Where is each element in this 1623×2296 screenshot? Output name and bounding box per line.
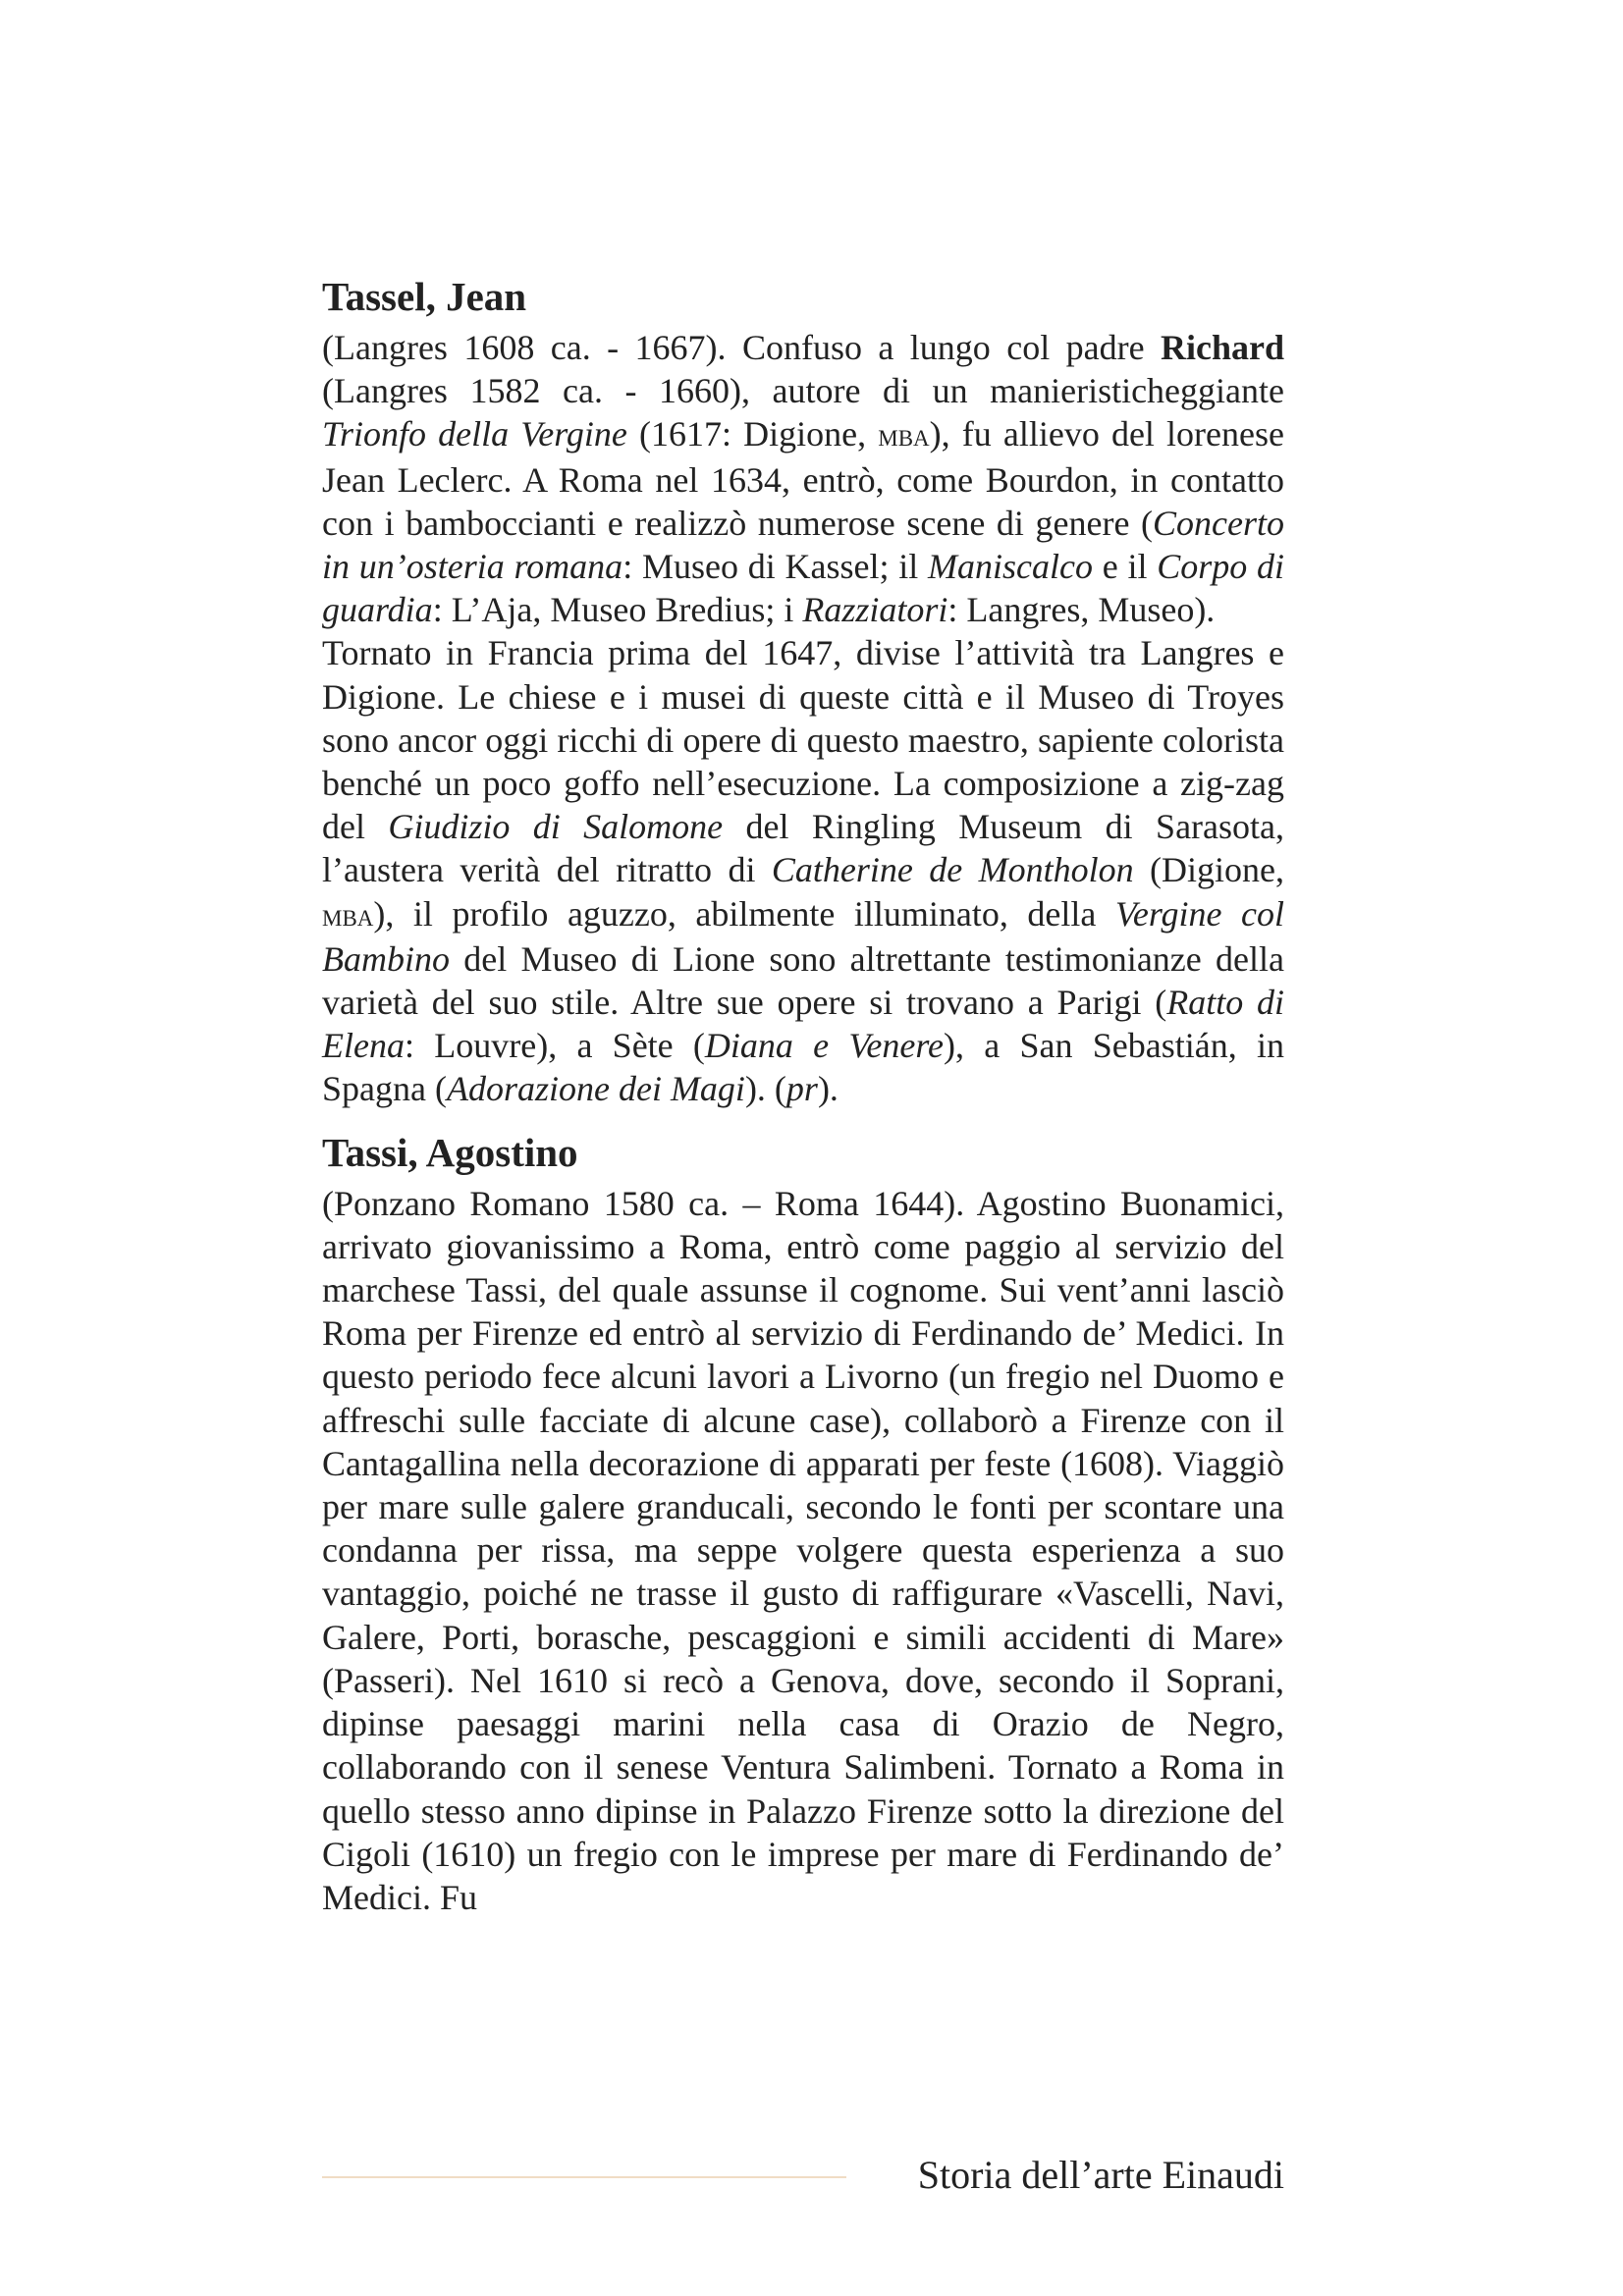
page-content — [322, 273, 1284, 1919]
text-run: : L’Aja, Museo Bredius; i — [432, 590, 803, 630]
text-run: ), a San Sebastián, in Spagna ( — [322, 1026, 1284, 1109]
italic-title: Catherine de Montholon — [771, 850, 1134, 890]
footer-rule — [322, 2176, 846, 2178]
paragraph — [322, 326, 1284, 631]
text-run: : Museo di Kassel; il — [622, 547, 928, 587]
text-run: (Ponzano Romano 1580 ca. – Roma 1644). Agostino Buonamici, arrivato giovanissimo a Roma, entrò come paggio al servizio del marchese Tassi, del quale assunse il cognome. Sui vent’anni lasciò Roma per Firenze ed entrò al servizio di Ferdinando de’ Medici. In questo periodo fece alcuni lavori a Livorno (un fregio nel Duomo e affreschi sulle facciate di alcune case), collaborò a Firenze con il Cantagallina nella decorazione di apparati per feste (1608). Viaggiò per mare sulle galere granducali, secondo le fonti per scontare una condanna per rissa, ma seppe volgere questa esperienza a suo vantaggio, poiché ne trasse il gusto di raffigurare «Vascelli, Navi, Galere, Porti, borasche, pescaggioni e simili accidenti di Mare» (Passeri). Nel 1610 si recò a Genova, dove, secondo il Soprani, dipinse paesaggi marini nella casa di Orazio de Negro, collaborando con il senese Ventura Salimbeni. Tornato a Roma in quello stesso anno dipinse in Palazzo Firenze sotto la direzione del Cigoli (1610) un fregio con le imprese per mare di Ferdinando de’ Medici. Fu — [322, 1183, 1284, 1917]
footer-publisher: Storia dell’arte Einaudi — [917, 2153, 1284, 2197]
text-run: e il — [1092, 547, 1158, 587]
text-run: (Digione, — [1133, 850, 1284, 890]
text-run: (Langres 1608 ca. - 1667). Confuso a lungo col padre — [322, 328, 1161, 367]
italic-title: Adorazione dei Magi — [446, 1069, 745, 1109]
text-run: : Langres, Museo). — [947, 590, 1216, 630]
text-run: (1617: Digione, — [626, 414, 879, 454]
entry-title: Tassi, Agostino — [322, 1129, 578, 1175]
text-run: : Louvre), a Sète ( — [404, 1026, 705, 1066]
italic-title: pr — [785, 1069, 818, 1109]
text-run: Tornato in Francia prima del 1647, divise l’attività tra Langres e Digione. Le chiese e i musei di queste città e il Museo di Troyes sono ancor oggi ricchi di opere di questo maestro, sapiente colorista benché un poco goffo nell’esecuzione. La composizione a zig-zag del — [322, 633, 1284, 847]
text-run: del Ringling Museum di Sarasota, l’austera verità del ritratto di — [322, 807, 1285, 890]
entry-body — [322, 326, 1284, 1111]
italic-title: Diana e Venere — [704, 1026, 945, 1066]
paragraph — [322, 631, 1284, 1110]
entry-tassi-agostino — [322, 1129, 1284, 1919]
text-run: (Langres 1582 ca. - 1660), autore di un manieristicheggiante — [322, 371, 1284, 411]
italic-title: Corpo di guardia — [322, 547, 1285, 630]
italic-title: Giudizio di Salomone — [388, 807, 724, 847]
bold-name: Richard — [1161, 328, 1284, 367]
italic-title: Ratto di Elena — [322, 983, 1284, 1066]
abbreviation: mba — [322, 896, 374, 934]
italic-title: Maniscalco — [927, 547, 1093, 587]
abbreviation: mba — [878, 417, 930, 454]
entry-body — [322, 1182, 1284, 1919]
italic-title: Vergine col Bambino — [322, 893, 1284, 979]
text-run: ). — [817, 1069, 839, 1109]
text-run: del Museo di Lione sono altrettante testimonianze della varietà del suo stile. Altre sue opere si trovano a Parigi ( — [322, 938, 1284, 1023]
entry-title: Tassel, Jean — [322, 274, 527, 319]
paragraph — [322, 1182, 1284, 1919]
italic-title: Razziatori — [802, 590, 948, 630]
italic-title: Trionfo della Vergine — [322, 414, 627, 454]
text-run: ), il profilo aguzzo, abilmente illuminato, della — [373, 893, 1115, 934]
text-run: ), fu allievo del lorenese Jean Leclerc. A Roma nel 1634, entrò, come Bourdon, in contatto con i bamboccianti e realizzò numerose scene di genere ( — [322, 414, 1284, 543]
text-run: ). ( — [744, 1069, 786, 1109]
entry-tassel-jean — [322, 273, 1284, 1111]
italic-title: Concerto in un’osteria romana — [322, 503, 1284, 587]
